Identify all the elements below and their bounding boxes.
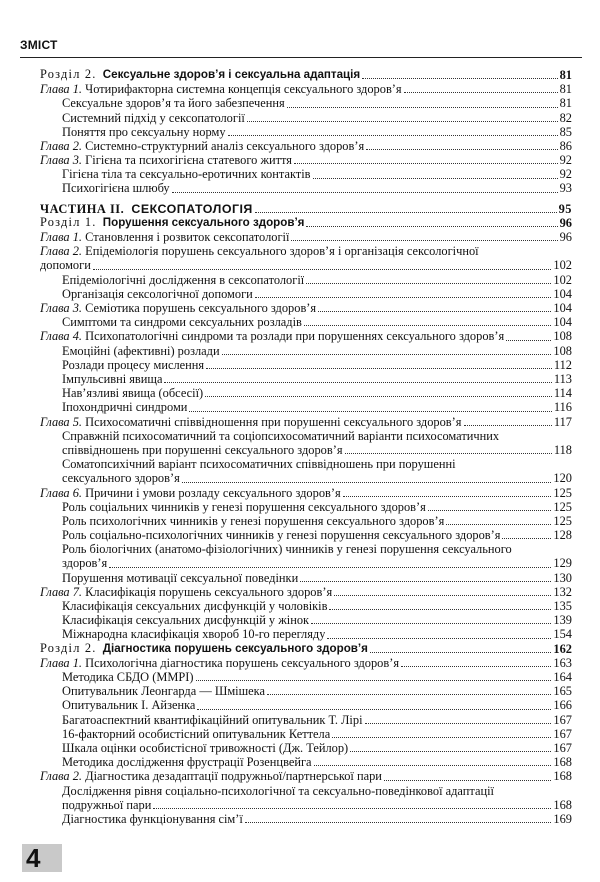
- toc-chapter[interactable]: Глава 7. Класифікація порушень сексуального здоров’я 132: [40, 584, 572, 599]
- toc-subsection[interactable]: Розлади процесу мислення 112: [62, 357, 572, 372]
- toc-subsection[interactable]: Міжнародна класифікація хвороб 10-го перегляду 154: [62, 627, 572, 642]
- toc-chapter[interactable]: Глава 3. Гігієна та психогігієна статевого життя 92: [40, 153, 572, 168]
- toc-chapter[interactable]: Глава 3. Семіотика порушень сексуального здоров’я 104: [40, 301, 572, 316]
- toc-subsection[interactable]: Організація сексологічної допомоги 104: [62, 286, 572, 301]
- table-of-contents: [40, 68, 572, 826]
- toc-subsection[interactable]: Поняття про сексуальну норму 85: [62, 124, 572, 139]
- toc-subsection[interactable]: Методика СБДО (ММРІ) 164: [62, 670, 572, 684]
- page-number-badge: [22, 844, 62, 872]
- toc-subsection[interactable]: Роль соціально-психологічних чинників у генезі порушення сексуального здоров’я 128: [62, 528, 572, 543]
- toc-subsection[interactable]: Роль психологічних чинників у генезі порушення сексуального здоров’я 125: [62, 513, 572, 528]
- toc-subsection[interactable]: Справжній психосоматичний та соціопсихосоматичний варіанти психосоматичних співвідношень при порушенні сексуального здоров’я 118: [62, 428, 572, 457]
- toc-subsection[interactable]: Класифікація сексуальних дисфункцій у жінок 139: [62, 613, 572, 628]
- toc-subsection[interactable]: Сексуальне здоров’я та його забезпечення 81: [62, 96, 572, 111]
- toc-chapter[interactable]: Глава 2. Системно-структурний аналіз сексуального здоров’я 86: [40, 138, 572, 153]
- toc-subsection[interactable]: Психогігієна шлюбу 93: [62, 181, 572, 196]
- toc-subsection[interactable]: Іпохондричні синдроми 116: [62, 400, 572, 415]
- toc-chapter[interactable]: Глава 1. Чотирифакторна системна концепція сексуального здоров’я 81: [40, 82, 572, 97]
- toc-chapter[interactable]: Глава 2. Епідеміологія порушень сексуального здоров’я і організація сексологічної допомоги 102: [40, 244, 572, 273]
- toc-subsection[interactable]: Багатоаспектний квантифікаційний опитувальник Т. Лірі 167: [62, 712, 572, 727]
- toc-subsection[interactable]: Симптоми та синдроми сексуальних розладів 104: [62, 315, 572, 330]
- toc-part-heading[interactable]: ЧАСТИНА ІІ. СЕКСОПАТОЛОГІЯ 95: [40, 201, 572, 216]
- toc-subsection[interactable]: Соматопсихічний варіант психосоматичних співвідношень при порушенні сексуального здоров’я 120: [62, 457, 572, 486]
- toc-subsection[interactable]: Нав’язливі явища (обсесії) 114: [62, 386, 572, 401]
- toc-subsection[interactable]: Шкала оцінки особистісної тривожності (Дж. Тейлор) 167: [62, 740, 572, 755]
- toc-section-heading[interactable]: Розділ 2. Сексуальне здоров’я і сексуальна адаптація 81: [40, 68, 572, 82]
- toc-subsection[interactable]: Опитувальник І. Айзенка 166: [62, 698, 572, 713]
- running-head: ЗМІСТ: [20, 38, 58, 52]
- toc-subsection[interactable]: Емоційні (афективні) розлади 108: [62, 343, 572, 358]
- toc-subsection[interactable]: Імпульсивні явища 113: [62, 371, 572, 386]
- toc-subsection[interactable]: Гігієна тіла та сексуально-еротичних контактів 92: [62, 167, 572, 182]
- toc-subsection[interactable]: Класифікація сексуальних дисфункцій у чоловіків 135: [62, 599, 572, 614]
- toc-chapter[interactable]: Глава 4. Психопатологічні синдроми та розлади при порушеннях сексуального здоров’я 108: [40, 329, 572, 344]
- toc-subsection[interactable]: Дослідження рівня соціально-психологічної та сексуально-поведінкової адаптації подружньої пари 168: [62, 783, 572, 812]
- toc-chapter[interactable]: Глава 6. Причини і умови розладу сексуального здоров’я 125: [40, 485, 572, 500]
- toc-subsection[interactable]: Опитувальник Леонгарда — Шмішека 165: [62, 684, 572, 699]
- toc-subsection[interactable]: Роль соціальних чинників у генезі порушення сексуального здоров’я 125: [62, 499, 572, 514]
- toc-subsection[interactable]: 16-факторний особистісний опитувальник Кеттела 167: [62, 726, 572, 741]
- toc-section-heading[interactable]: Розділ 1. Порушення сексуального здоров’я 96: [40, 215, 572, 230]
- header-rule: [20, 57, 582, 58]
- toc-section-heading[interactable]: Розділ 2. Діагностика порушень сексуального здоров’я 162: [40, 641, 572, 656]
- toc-chapter[interactable]: Глава 1. Становлення і розвиток сексопатології 96: [40, 230, 572, 245]
- toc-chapter[interactable]: Глава 1. Психологічна діагностика порушень сексуального здоров’я 163: [40, 655, 572, 670]
- toc-chapter[interactable]: Глава 5. Психосоматичні співвідношення при порушенні сексуального здоров’я 117: [40, 414, 572, 429]
- toc-subsection[interactable]: Методика дослідження фрустрації Розенцвейга 168: [62, 755, 572, 770]
- toc-subsection[interactable]: Роль біологічних (анатомо-фізіологічних) чинників у генезі порушення сексуального здоров’я 129: [62, 542, 572, 571]
- page-number: 4: [26, 843, 41, 873]
- toc-subsection[interactable]: Діагностика функціонування сім’ї 169: [62, 811, 572, 826]
- toc-subsection[interactable]: Порушення мотивації сексуальної поведінки 130: [62, 570, 572, 585]
- toc-chapter[interactable]: Глава 2. Діагностика дезадаптації подружньої/партнерської пари 168: [40, 769, 572, 784]
- toc-subsection[interactable]: Епідеміологічні дослідження в сексопатології 102: [62, 272, 572, 287]
- toc-subsection[interactable]: Системний підхід у сексопатології 82: [62, 110, 572, 125]
